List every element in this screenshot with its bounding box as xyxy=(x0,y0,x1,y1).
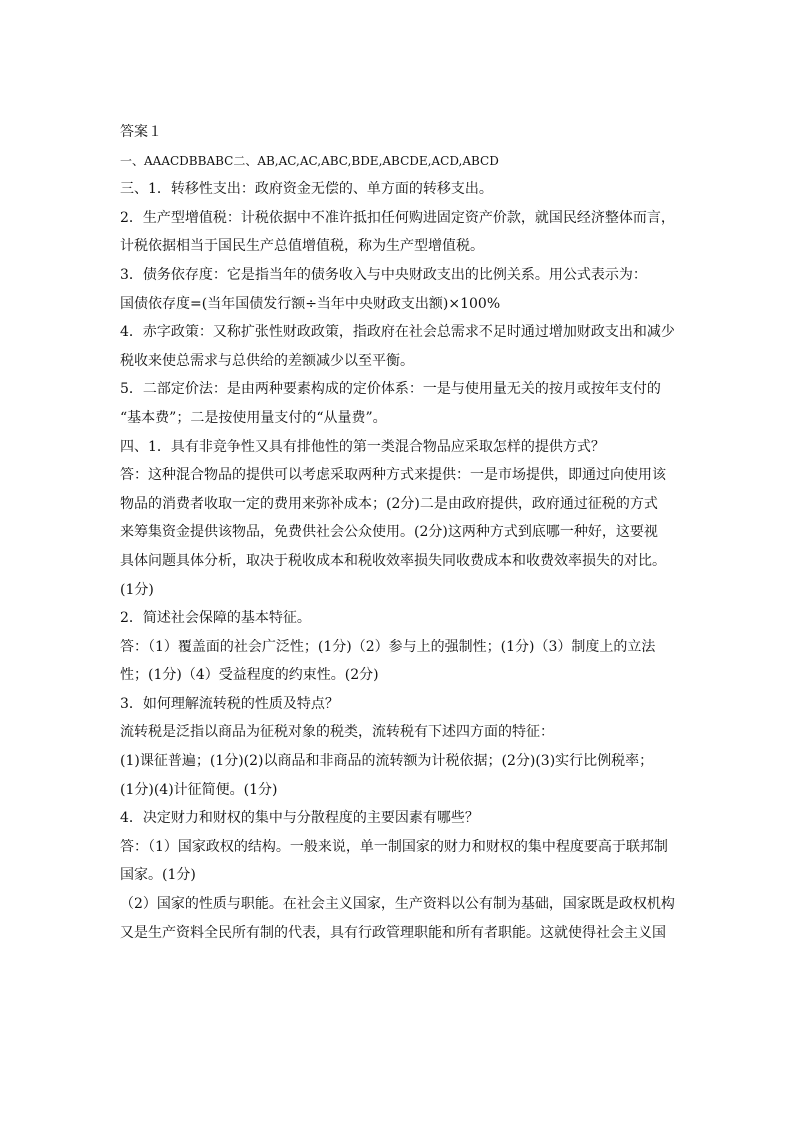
text-line: 又是生产资料全民所有制的代表，具有行政管理职能和所有者职能。这就使得社会主义国 xyxy=(120,924,666,941)
text-line: “基本费”；二是按使用量支付的“从量费”。 xyxy=(120,409,387,426)
text-line: 具体问题具体分析，取决于税收成本和税收效率损失同收费成本和收费效率损失的对比。 xyxy=(120,552,666,569)
question-heading: 3．如何理解流转税的性质及特点？ xyxy=(120,695,339,712)
question-heading: 2．简述社会保障的基本特征。 xyxy=(120,610,311,627)
text-line: 来筹集资金提供该物品，免费供社会公众使用。(2分)这两种方式到底哪一种好，这要视 xyxy=(120,524,658,541)
text-line: 4．赤字政策：又称扩张性财政政策，指政府在社会总需求不足时通过增加财政支出和减少 xyxy=(120,324,675,341)
text-line: 流转税是泛指以商品为征税对象的税类，流转税有下述四方面的特征： xyxy=(120,724,554,741)
text-line: 3．债务依存度：它是指当年的债务收入与中央财政支出的比例关系。用公式表示为： xyxy=(120,266,647,283)
text-line: (1分) xyxy=(120,581,154,598)
formula-line: 国债依存度=(当年国债发行额÷当年中央财政支出额)×100% xyxy=(120,295,501,312)
question-heading: 四、1．具有非竞争性又具有排他性的第一类混合物品应采取怎样的提供方式？ xyxy=(120,438,605,455)
text-line: 物品的消费者收取一定的费用来弥补成本；(2分)二是由政府提供，政府通过征税的方式 xyxy=(120,495,658,512)
choice-answers-line: 一、AAACDBBABC二、AB,AC,AC,ABC,BDE,ABCDE,ACD,ABCD xyxy=(120,153,499,168)
text-line: 三、1．转移性支出：政府资金无偿的、单方面的转移支出。 xyxy=(120,181,493,198)
text-line: 2．生产型增值税：计税依据中不准许抵扣任何购进固定资产价款，就国民经济整体而言， xyxy=(120,209,675,226)
text-line: （2）国家的性质与职能。在社会主义国家，生产资料以公有制为基础，国家既是政权机构 xyxy=(120,896,675,913)
answer-heading: 答案１ xyxy=(120,124,162,140)
text-line: 国家。(1分) xyxy=(120,867,196,884)
answer-text-body xyxy=(120,118,680,947)
question-heading: 4．决定财力和财权的集中与分散程度的主要因素有哪些？ xyxy=(120,810,479,827)
text-line: 税收来使总需求与总供给的差额减少以至平衡。 xyxy=(120,352,414,369)
text-line: 计税依据相当于国民生产总值增值税，称为生产型增值税。 xyxy=(120,238,484,255)
text-line: 答：（1）国家政权的结构。一般来说，单一制国家的财力和财权的集中程度要高于联邦制 xyxy=(120,838,668,855)
text-line: 答：这种混合物品的提供可以考虑采取两种方式来提供：一是市场提供，即通过向使用该 xyxy=(120,467,666,484)
text-line: 性；(1分)（4）受益程度的约束性。(2分) xyxy=(120,667,379,684)
text-line: 5．二部定价法：是由两种要素构成的定价体系：一是与使用量无关的按月或按年支付的 xyxy=(120,381,661,398)
text-line: 答：（1）覆盖面的社会广泛性；(1分)（2）参与上的强制性；(1分)（3）制度上的立法 xyxy=(120,638,656,655)
text-line: (1分)(4)计征简便。(1分) xyxy=(120,781,278,798)
text-line: (1)课征普遍；(1分)(2)以商品和非商品的流转额为计税依据；(2分)(3)实行比例税率； xyxy=(120,753,654,770)
